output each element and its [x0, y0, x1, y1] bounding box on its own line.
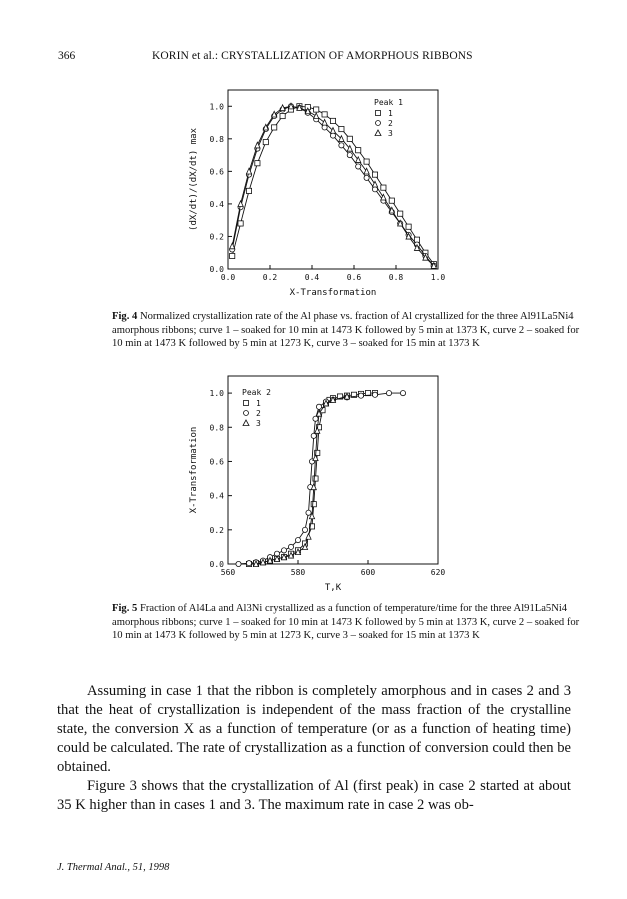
series-1-square-marker — [339, 126, 344, 131]
series-1-square-marker — [280, 113, 285, 118]
figure-5-caption-label: Fig. 5 — [112, 603, 138, 614]
series-1-square-marker — [398, 211, 403, 216]
series-1-square-marker — [255, 161, 260, 166]
y-tick-label: 0.4 — [209, 491, 224, 501]
y-axis-label: X-Transformation — [189, 426, 199, 514]
legend-entry-3: 3 — [256, 419, 261, 428]
series-1-square-marker — [313, 476, 318, 481]
series-2-circle-marker — [311, 433, 316, 438]
y-axis-label: (dX/dt)/(dX/dt) max — [189, 128, 199, 231]
y-tick-label: 0.2 — [209, 232, 224, 242]
series-1-square-marker — [263, 139, 268, 144]
series-3-triangle-marker — [230, 243, 235, 249]
body-paragraph-1: Assuming in case 1 that the ribbon is completely amorphous and in cases 2 and 3 that the heat of crystallization is independent of the mass fraction of the crystalline state, the conversion X as a function of temperature (or as a function of heating time) could be calculated. The rate of crystallization as a function of conversion could then be obtained. — [57, 683, 571, 775]
legend-entry-1: 1 — [256, 399, 261, 408]
series-1-square-marker — [322, 112, 327, 117]
series-1-square-marker — [330, 118, 335, 123]
legend-circle-marker — [244, 411, 249, 416]
series-2-circle-marker — [322, 125, 327, 130]
x-tick-label: 560 — [220, 568, 236, 577]
figure-5-chart — [160, 370, 470, 600]
figure-4-caption-text: Normalized crystallization rate of the Al phase vs. fraction of Al crystallized for the three Al91La5Ni4 amorphous ribbons; curve 1 – soaked for 10 min at 1473 K followed by 5 min at 1373 K, curve 2 – soaked for 10 min at 1473 K followed by 5 min at 1273 K, curve 3 – soaked for 15 min at 1373 K — [112, 311, 580, 349]
series-2-circle-marker — [236, 561, 241, 566]
series-1-square-marker — [389, 198, 394, 203]
y-tick-label: 0.4 — [209, 199, 224, 209]
legend-circle-marker — [376, 121, 381, 126]
x-tick-label: 1.0 — [430, 273, 446, 282]
series-1-square-marker — [364, 159, 369, 164]
page-number: 366 — [58, 50, 76, 62]
series-2-circle-marker — [356, 164, 361, 169]
y-tick-label: 0.6 — [209, 167, 224, 177]
series-1-square-marker — [372, 172, 377, 177]
figure-4-caption-label: Fig. 4 — [112, 311, 138, 322]
series-2-circle-marker — [339, 143, 344, 148]
series-2-circle-marker — [295, 537, 300, 542]
series-1-square-marker — [272, 125, 277, 130]
y-tick-label: 0.0 — [209, 265, 224, 274]
series-1-square-marker — [356, 148, 361, 153]
series-2-circle-marker — [306, 510, 311, 515]
legend-triangle-marker — [243, 420, 249, 426]
series-2-circle-marker — [372, 392, 377, 397]
series-1-curve — [249, 393, 375, 564]
body-paragraph-2: Figure 3 shows that the crystallization of Al (first peak) in case 2 started at about 35 K higher than in cases 1 and 3. The maximum rate in case 2 was ob- — [57, 778, 571, 813]
legend-entry-2: 2 — [388, 119, 393, 128]
body-text — [57, 682, 571, 815]
series-1-square-marker — [246, 188, 251, 193]
x-axis-label: T,K — [324, 583, 342, 593]
series-1-square-marker — [406, 224, 411, 229]
figure-4-caption — [112, 310, 582, 351]
series-2-circle-marker — [386, 390, 391, 395]
legend-square-marker — [244, 401, 249, 406]
plot-frame — [228, 90, 438, 269]
x-tick-label: 0.0 — [220, 273, 236, 282]
series-2-circle-marker — [313, 416, 318, 421]
series-2-circle-marker — [400, 390, 405, 395]
series-1-square-marker — [311, 502, 316, 507]
series-2-circle-marker — [281, 548, 286, 553]
series-2-circle-marker — [302, 527, 307, 532]
series-1-square-marker — [381, 185, 386, 190]
series-3-triangle-marker — [322, 119, 327, 125]
x-tick-label: 0.2 — [262, 273, 278, 282]
series-2-circle-marker — [288, 544, 293, 549]
y-tick-label: 0.6 — [209, 457, 224, 467]
series-2-circle-marker — [358, 393, 363, 398]
y-tick-label: 1.0 — [209, 389, 224, 399]
x-tick-label: 600 — [360, 568, 376, 577]
series-2-circle-marker — [316, 404, 321, 409]
figure-4-chart — [160, 85, 470, 310]
journal-footer: J. Thermal Anal., 51, 1998 — [57, 862, 170, 873]
y-tick-label: 0.2 — [209, 525, 224, 535]
series-1-square-marker — [414, 237, 419, 242]
x-tick-label: 580 — [290, 568, 306, 577]
y-tick-label: 0.8 — [209, 423, 224, 433]
series-3-triangle-marker — [306, 534, 311, 540]
legend-triangle-marker — [375, 130, 381, 136]
series-2-circle-marker — [330, 133, 335, 138]
series-1-square-marker — [238, 221, 243, 226]
series-3-triangle-marker — [314, 113, 319, 119]
x-tick-label: 0.8 — [388, 273, 404, 282]
series-1-square-marker — [314, 107, 319, 112]
running-head: KORIN et al.: CRYSTALLIZATION OF AMORPHOUS RIBBONS — [152, 50, 473, 62]
y-tick-label: 1.0 — [209, 102, 224, 112]
series-2-circle-marker — [246, 561, 251, 566]
x-tick-label: 0.4 — [304, 273, 320, 282]
series-2-circle-marker — [364, 175, 369, 180]
y-tick-label: 0.8 — [209, 134, 224, 144]
legend-entry-1: 1 — [388, 109, 393, 118]
y-tick-label: 0.0 — [209, 560, 224, 569]
series-2-circle-marker — [347, 152, 352, 157]
series-3-curve — [256, 397, 347, 564]
legend-square-marker — [376, 111, 381, 116]
x-tick-label: 620 — [430, 568, 446, 577]
figure-5-caption-text: Fraction of Al4La and Al3Ni crystallized as a function of temperature/time for the three Al91La5Ni4 amorphous ribbons; curve 1 – soaked for 10 min at 1473 K followed by 5 min at 1373 K, curve 2 – soaked for 10 min at 1473 K followed by 5 min at 1273 K, curve 3 – soaked for 15 min at 1373 K — [112, 603, 580, 641]
series-1-square-marker — [347, 136, 352, 141]
x-tick-label: 0.6 — [346, 273, 362, 282]
legend-title: Peak 1 — [374, 98, 403, 107]
series-1-square-marker — [230, 253, 235, 258]
legend-entry-2: 2 — [256, 409, 261, 418]
legend-title: Peak 2 — [242, 388, 271, 397]
legend-entry-3: 3 — [388, 129, 393, 138]
figure-5-caption — [112, 602, 582, 643]
x-axis-label: X-Transformation — [289, 288, 377, 298]
